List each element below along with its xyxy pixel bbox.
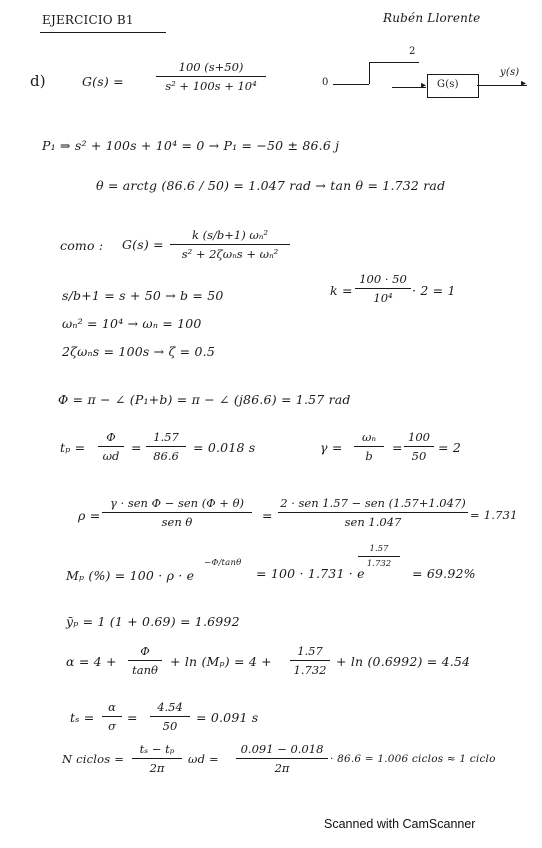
k-lhs: k =	[330, 283, 353, 298]
mp-exponent-1: −Φ/tanθ	[204, 558, 242, 568]
part-label: d)	[30, 72, 46, 90]
rho-num-2: 2 · sen 1.57 − sen (1.57+1.047)	[280, 496, 466, 510]
k-denominator: 10⁴	[373, 291, 393, 305]
ts-lhs: tₛ =	[70, 710, 95, 725]
ts-num-1: α	[108, 700, 116, 714]
mp-exp-num: 1.57	[369, 544, 389, 554]
tp-num-2: 1.57	[153, 430, 179, 444]
fraction-bar	[132, 758, 182, 759]
rho-den-2: sen 1.047	[344, 515, 402, 529]
tp-rhs: = 0.018 s	[193, 440, 256, 455]
output-arrow	[477, 85, 527, 86]
fraction-bar	[404, 446, 434, 447]
step-low	[333, 84, 369, 85]
como-fraction	[170, 228, 290, 261]
como-numerator: k (s/b+1) ωₙ²	[192, 228, 268, 242]
fraction-bar	[146, 446, 186, 447]
author-name: Rubén Llorente	[383, 11, 481, 25]
nc-den-2: 2π	[274, 761, 290, 775]
k-fraction	[355, 272, 411, 305]
k-rhs: · 2 = 1	[412, 283, 456, 298]
nc-lhs: N ciclos =	[62, 752, 125, 766]
alpha-rhs: + ln (0.6992) = 4.54	[336, 654, 471, 669]
gamma-rhs: = 2	[438, 440, 461, 455]
equals-sign: =	[131, 440, 142, 455]
output-label: y(s)	[500, 67, 520, 78]
rho-fraction-2	[278, 496, 468, 529]
rho-den-1: sen θ	[161, 515, 193, 529]
alpha-mid: + ln (Mₚ) = 4 +	[170, 654, 272, 669]
nc-num-1: tₛ − tₚ	[139, 742, 175, 756]
fraction-bar	[354, 446, 384, 447]
arrow-head-out: ▸	[521, 78, 527, 89]
fraction-bar	[170, 244, 290, 245]
fraction-bar	[156, 76, 266, 77]
gamma-fraction-2	[404, 430, 434, 463]
alpha-fraction-2	[290, 644, 330, 677]
alpha-fraction-1	[128, 644, 162, 677]
tp-den-2: 86.6	[153, 449, 179, 463]
ts-rhs: = 0.091 s	[196, 710, 259, 725]
theta-line: θ = arctg (86.6 / 50) = 1.047 rad → tan θ = 1.732 rad	[96, 178, 446, 193]
yp-equation: ȳₚ = 1 (1 + 0.69) = 1.6992	[66, 614, 240, 629]
step-amplitude: 2	[409, 46, 416, 57]
step-rise	[369, 62, 370, 84]
nc-fraction-2	[236, 742, 328, 775]
fraction-bar	[278, 512, 468, 513]
b-equation: s/b+1 = s + 50 → b = 50	[62, 288, 224, 303]
step-high	[369, 62, 419, 63]
como-lhs: G(s) =	[122, 237, 164, 252]
mp-mid: = 100 · 1.731 · e	[256, 566, 365, 581]
exercise-title: EJERCICIO B1	[42, 13, 134, 27]
fraction-bar	[290, 660, 330, 661]
tp-den-1: ωd	[102, 449, 120, 463]
tp-fraction-2	[146, 430, 186, 463]
fraction-bar	[355, 288, 411, 289]
scanner-watermark: Scanned with CamScanner	[324, 817, 476, 831]
gamma-den-2: 50	[411, 449, 427, 463]
nc-rhs: · 86.6 = 1.006 ciclos ≈ 1 ciclo	[330, 753, 496, 765]
alpha-num-1: Φ	[140, 644, 150, 658]
tp-num-1: Φ	[106, 430, 116, 444]
rho-lhs: ρ =	[78, 508, 101, 523]
fraction-bar	[150, 716, 190, 717]
fraction-bar	[102, 716, 122, 717]
zeta-equation: 2ζωₙs = 100s → ζ = 0.5	[62, 344, 215, 359]
como-label: como :	[60, 238, 104, 253]
ts-fraction-1	[102, 700, 122, 733]
mp-rhs: = 69.92%	[412, 566, 476, 581]
tp-fraction-1	[98, 430, 124, 463]
nc-den-1: 2π	[149, 761, 165, 775]
equals-sign: =	[392, 440, 403, 455]
title-underline	[40, 32, 166, 33]
wn-equation: ωₙ² = 10⁴ → ωₙ = 100	[62, 316, 202, 331]
equals-sign: =	[262, 508, 273, 523]
poles-line: P₁ ⇒ s² + 100s + 10⁴ = 0 → P₁ = −50 ± 86.6 j	[42, 138, 340, 153]
alpha-den-2: 1.732	[293, 663, 327, 677]
rho-fraction-1	[102, 496, 252, 529]
rho-num-1: γ · sen Φ − sen (Φ + θ)	[109, 496, 245, 510]
fraction-bar	[236, 758, 328, 759]
k-numerator: 100 · 50	[359, 272, 407, 286]
fraction-bar	[358, 556, 400, 557]
mp-exp-den: 1.732	[366, 559, 392, 569]
nc-fraction-1	[132, 742, 182, 775]
gamma-num-2: 100	[408, 430, 430, 444]
fraction-bar	[128, 660, 162, 661]
nc-mid: ωd =	[188, 752, 219, 766]
gamma-den-1: b	[365, 449, 373, 463]
gs-block-label: G(s)	[437, 79, 459, 90]
mp-exponent-2	[358, 544, 400, 569]
transfer-denominator: s² + 100s + 10⁴	[165, 79, 257, 93]
transfer-fraction	[156, 60, 266, 93]
alpha-num-2: 1.57	[297, 644, 323, 658]
ts-den-1: σ	[108, 719, 116, 733]
step-origin: 0	[322, 77, 329, 88]
rho-rhs: = 1.731	[470, 508, 518, 522]
alpha-lhs: α = 4 +	[66, 654, 117, 669]
ts-fraction-2	[150, 700, 190, 733]
gamma-num-1: ωₙ	[361, 430, 377, 444]
como-denominator: s² + 2ζωₙs + ωₙ²	[181, 247, 279, 261]
alpha-den-1: tanθ	[132, 663, 158, 677]
fraction-bar	[98, 446, 124, 447]
gamma-fraction-1	[354, 430, 384, 463]
ts-den-2: 50	[162, 719, 178, 733]
nc-num-2: 0.091 − 0.018	[240, 742, 324, 756]
transfer-lhs: G(s) =	[82, 74, 124, 89]
ts-num-2: 4.54	[157, 700, 183, 714]
mp-lhs: Mₚ (%) = 100 · ρ · e	[66, 568, 195, 583]
tp-lhs: tₚ =	[60, 440, 86, 455]
arrow-head-in: ▸	[421, 80, 427, 91]
gamma-lhs: γ =	[320, 440, 343, 455]
phi-equation: Φ = π − ∠ (P₁+b) = π − ∠ (j86.6) = 1.57 rad	[58, 392, 351, 407]
equals-sign: =	[127, 710, 138, 725]
transfer-numerator: 100 (s+50)	[178, 60, 244, 74]
fraction-bar	[102, 512, 252, 513]
